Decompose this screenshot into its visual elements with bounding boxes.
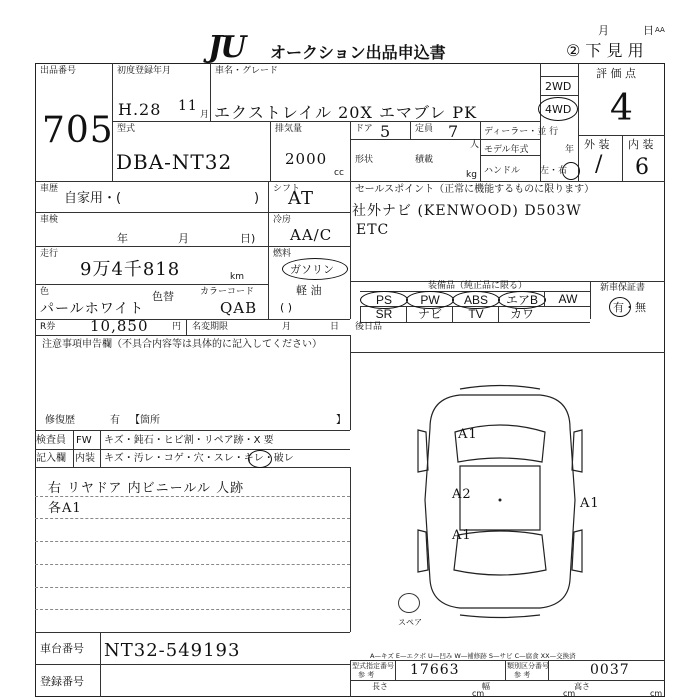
width-unit: cm — [563, 689, 576, 698]
handle-label: ハンドル — [484, 166, 521, 176]
load-unit: kg — [466, 170, 477, 180]
inspection-day: 日) — [240, 232, 256, 245]
equipment-エアB[interactable]: エアB — [498, 291, 546, 309]
equipment-PW[interactable]: PW — [406, 291, 454, 309]
fuel-gasoline-circle — [282, 258, 348, 280]
displacement-label: 排気量 — [275, 124, 303, 134]
first-reg-label: 初度登録年月 — [117, 66, 172, 76]
fuel-gasoline[interactable]: ガソリン — [290, 263, 334, 276]
usage-value: 自家用・( — [64, 191, 122, 206]
drive-2wd[interactable]: 2WD — [545, 80, 572, 93]
drive-4wd[interactable]: 4WD — [545, 103, 572, 116]
registration-label: 登録番号 — [40, 675, 84, 688]
exterior-value: / — [595, 152, 604, 177]
color-code-value: QAB — [220, 299, 258, 317]
warranty-label: 新車保証書 — [600, 283, 646, 293]
type-no-label: 型式指定番号 — [352, 662, 394, 670]
usage-close: ) — [254, 191, 260, 206]
usage-label: 車歴 — [40, 184, 59, 194]
doors-value: 5 — [380, 122, 392, 141]
type-no-sub: 参 考 — [358, 671, 375, 679]
class-no-value: 0037 — [590, 662, 630, 678]
lot-value: 705 — [42, 110, 114, 151]
height-unit: cm — [650, 689, 663, 698]
repair-value: 有 — [110, 415, 120, 426]
recycle-unit: 円 — [172, 322, 182, 332]
mileage-label: 走行 — [40, 249, 59, 259]
recycle-label: R券 — [40, 322, 56, 332]
mileage-value: 9万4千818 — [80, 259, 181, 280]
month-label: 月 — [598, 24, 609, 37]
exterior-label: 外 装 — [584, 138, 610, 151]
interior-sure-circle — [248, 450, 272, 468]
interior-label: 内 装 — [628, 138, 654, 151]
sales-point-line1: 社外ナビ (KENWOOD) D503W — [352, 203, 582, 219]
model-year-unit: 年 — [565, 145, 575, 155]
car-name-label: 車名・グレード — [215, 66, 279, 76]
damage-mark-right: A1 — [580, 496, 600, 511]
meigi-month: 月 — [282, 322, 292, 332]
shift-label: シフト — [273, 184, 301, 194]
equipment-TV[interactable]: TV — [452, 306, 499, 322]
drive-4wd-circle — [538, 97, 578, 121]
sales-point-label: セールスポイント（正常に機能するものに限ります） — [355, 184, 595, 195]
meigi-day: 日 — [330, 322, 340, 332]
color-change-label: 色替 — [152, 290, 174, 303]
mileage-unit: km — [230, 272, 244, 282]
type-no-value: 17663 — [410, 662, 460, 678]
day-code: AA — [655, 26, 665, 34]
car-damage-diagram — [400, 380, 600, 620]
equipment-ABS[interactable]: ABS — [452, 291, 500, 309]
shift-value: AT — [288, 188, 315, 209]
inspection-month: 月 — [178, 232, 189, 245]
displacement-unit: cc — [334, 168, 344, 178]
handle-options: 左・右 — [540, 166, 568, 176]
first-reg-month-unit: 月 — [200, 110, 210, 120]
equipment-PS[interactable]: PS — [360, 291, 408, 309]
fuel-paren: ( ) — [280, 301, 293, 314]
repair-bracket-close: 】 — [336, 415, 346, 426]
grade-label: 評 価 点 — [596, 67, 636, 80]
length-unit: cm — [472, 689, 485, 698]
damage-legend: A—キズ E—エクボ U—凹み W—補修跡 S—サビ C—腐食 XX—交換済 — [370, 652, 576, 660]
copy-label: ② 下 見 用 — [566, 41, 644, 60]
repair-bracket: 【箇所 — [130, 415, 160, 426]
color-code-label: カラーコード — [200, 287, 255, 297]
meigi-label: 名変期限 — [192, 322, 229, 332]
sales-point-line2: ETC — [356, 222, 390, 238]
doors-label: ドア — [355, 124, 373, 134]
class-no-label: 類別区分番号 — [507, 662, 549, 670]
first-reg-era: H.28 — [118, 100, 162, 119]
damage-mark-front-left: A1 — [458, 427, 478, 442]
inspector-label-2: 記入欄 — [36, 453, 66, 464]
color-label: 色 — [40, 287, 50, 297]
car-name-value: エクストレイル 20X エマブレ PK — [214, 103, 478, 122]
dealer-label: ディーラー・並 行 — [484, 127, 559, 137]
lot-label: 出品番号 — [40, 66, 77, 76]
class-no-sub: 参 考 — [514, 671, 531, 679]
equipment-AW[interactable]: AW — [544, 291, 591, 307]
interior-value: 6 — [635, 155, 650, 180]
inspector-note-2: 各A1 — [48, 501, 82, 516]
width-label: 幅 — [482, 682, 490, 691]
inspector-note-1: 右 リヤドア 内ビニールル 人跡 — [48, 481, 245, 496]
ac-label: 冷房 — [273, 215, 292, 225]
interior-check-label: 内装 — [75, 453, 95, 464]
color-value: パールホワイト — [40, 301, 145, 317]
inspector-label-1: 検査員 — [36, 435, 66, 446]
spare-label: スペア — [398, 618, 422, 627]
capacity-unit: 人 — [470, 140, 480, 150]
recycle-value: 10,850 — [90, 317, 149, 335]
shape-label: 形状 — [355, 155, 374, 165]
grade-value: 4 — [610, 88, 634, 129]
interior-items: キズ・汚レ・コゲ・穴・スレ・キレ・破レ — [104, 453, 294, 464]
inspection-year: 年 — [117, 232, 128, 245]
fw-label: FW — [76, 435, 92, 446]
length-label: 長さ — [372, 682, 388, 691]
warranty-yes-circle — [609, 297, 631, 317]
inspection-label: 車検 — [40, 215, 59, 225]
logo: JU — [208, 30, 245, 65]
fw-items: キズ・鈍石・ヒビ割・リペア跡・X 要 — [104, 435, 274, 446]
notes-label: 注意事項申告欄（不具合内容等は具体的に記入してください） — [42, 339, 322, 350]
damage-mark-left-door: A2 — [452, 487, 472, 502]
equipment-label: 装備品（純正品に限る） — [428, 281, 528, 291]
model-year-label: モデル年式 — [484, 145, 529, 155]
displacement-value: 2000 — [285, 150, 328, 168]
model-label: 型式 — [117, 124, 136, 134]
first-reg-month: 11 — [178, 98, 198, 114]
spare-tire — [398, 593, 420, 613]
model-value: DBA-NT32 — [116, 150, 233, 174]
capacity-value: 7 — [448, 122, 460, 141]
repair-label: 修復歴 — [45, 415, 75, 426]
load-label: 積載 — [415, 155, 434, 165]
rear-seat-label: 後日品 — [355, 322, 383, 332]
handle-right-circle — [562, 162, 580, 180]
height-label: 高さ — [574, 682, 590, 691]
equipment-ナビ[interactable]: ナビ — [406, 306, 453, 322]
chassis-value: NT32-549193 — [104, 640, 241, 661]
equipment-SR[interactable]: SR — [360, 306, 407, 322]
fuel-label: 燃料 — [273, 249, 292, 259]
capacity-label: 定員 — [415, 124, 434, 134]
equipment-カワ[interactable]: カワ — [498, 306, 545, 322]
chassis-label: 車台番号 — [40, 642, 84, 655]
fuel-diesel[interactable]: 軽 油 — [296, 284, 322, 297]
form-title: オークション出品申込書 — [270, 43, 446, 62]
warranty-options: 有・無 — [613, 301, 646, 314]
ac-value: AA/C — [290, 226, 333, 244]
damage-mark-rear-left: A1 — [452, 528, 472, 543]
day-label: 日 — [643, 24, 654, 37]
